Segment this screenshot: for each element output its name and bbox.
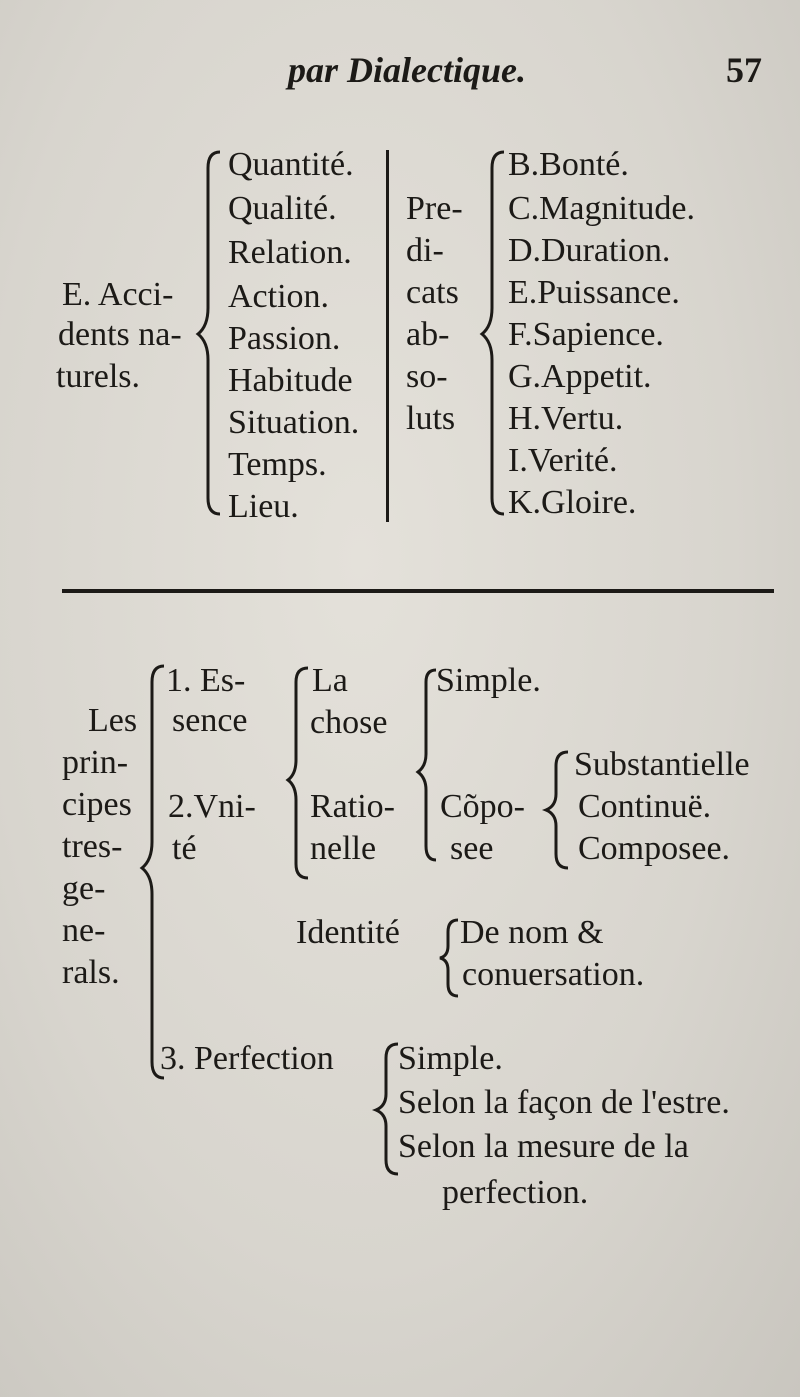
predicat-item: H.Vertu. <box>508 400 624 437</box>
column-rule <box>386 150 389 522</box>
compose-type: Composee. <box>578 830 731 867</box>
predicat-item: B.Bonté. <box>508 146 629 183</box>
chose-line1: La <box>312 662 348 699</box>
accidents-label-line3: turels. <box>56 358 141 395</box>
principes-brace <box>140 662 170 1082</box>
perfection-type: Selon la mesure de la <box>398 1128 689 1165</box>
principes-label-line: ne- <box>62 912 106 949</box>
predicats-brace <box>478 148 508 518</box>
predicats-label-line: ab- <box>406 316 450 353</box>
identite-type: conuersation. <box>462 956 645 993</box>
predicament-item: Action. <box>228 278 330 315</box>
predicat-item: F.Sapience. <box>508 316 664 353</box>
running-header: par Dialectique. <box>288 50 526 90</box>
principes-label-line: prin- <box>62 744 129 781</box>
perfection-type: Simple. <box>398 1040 503 1077</box>
predicament-item: Temps. <box>228 446 327 483</box>
perfection-type: perfection. <box>442 1174 589 1211</box>
predicats-label-line: Pre- <box>406 190 463 227</box>
accidents-label-line2: dents na- <box>58 316 182 353</box>
compose-type: Continuë. <box>578 788 712 825</box>
essence-line1: 1. Es- <box>166 662 246 699</box>
perfection-label: 3. Perfection <box>160 1040 334 1077</box>
vnite-line2: té <box>172 830 197 867</box>
predicats-label-line: cats <box>406 274 459 311</box>
page-number: 57 <box>726 50 762 90</box>
predicat-item: K.Gloire. <box>508 484 637 521</box>
predicats-label-line: di- <box>406 232 444 269</box>
predicament-item: Passion. <box>228 320 341 357</box>
identite-type: De nom & <box>460 914 604 951</box>
predicat-item: G.Appetit. <box>508 358 652 395</box>
perfection-type: Selon la façon de l'estre. <box>398 1084 730 1121</box>
predicat-item: E.Puissance. <box>508 274 680 311</box>
section-divider <box>62 589 774 593</box>
predicament-item: Lieu. <box>228 488 299 525</box>
predicament-item: Relation. <box>228 234 352 271</box>
principes-label-line: cipes <box>62 786 132 823</box>
predicats-label-line: luts <box>406 400 456 437</box>
predicat-item: D.Duration. <box>508 232 671 269</box>
rationelle-line1: Ratio- <box>310 788 395 825</box>
principes-label-line: rals. <box>62 954 120 991</box>
essence-line2: sence <box>172 702 248 739</box>
identite-label: Identité <box>296 914 400 951</box>
accidents-brace <box>196 148 226 518</box>
compose-line2: see <box>450 830 494 867</box>
predicament-item: Quantité. <box>228 146 354 183</box>
simple-label: Simple. <box>436 662 541 699</box>
predicat-item: I.Verité. <box>508 442 618 479</box>
principes-label-line: tres- <box>62 828 123 865</box>
accidents-label-line1: E. Acci- <box>62 276 174 313</box>
predicament-item: Qualité. <box>228 190 337 227</box>
predicat-item: C.Magnitude. <box>508 190 695 227</box>
vnite-line1: 2.Vni- <box>168 788 256 825</box>
predicament-item: Habitude <box>228 362 353 399</box>
predicats-label-line: so- <box>406 358 448 395</box>
rationelle-line2: nelle <box>310 830 377 867</box>
compose-line1: Cõpo- <box>440 788 525 825</box>
principes-label-line: ge- <box>62 870 106 907</box>
principes-label-line: Les <box>88 702 138 739</box>
predicament-item: Situation. <box>228 404 360 441</box>
compose-type: Substantielle <box>574 746 750 783</box>
chose-line2: chose <box>310 704 388 741</box>
compose-brace <box>542 748 574 872</box>
